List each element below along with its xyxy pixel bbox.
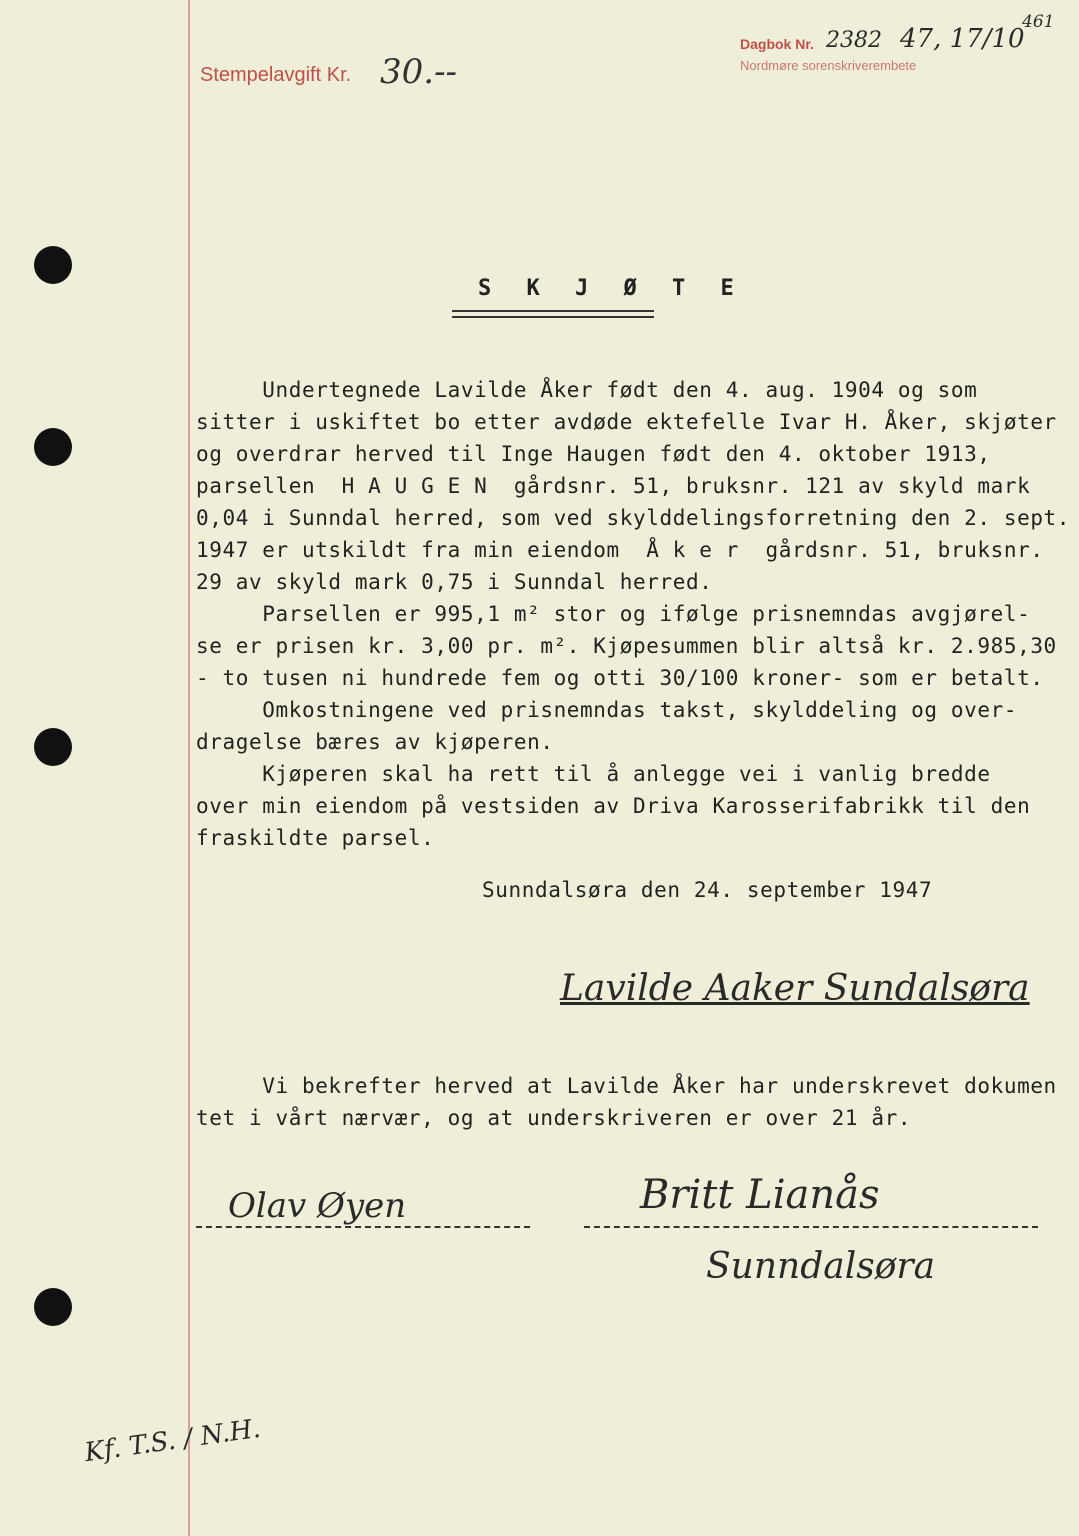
body-line: fraskildte parsel. (196, 826, 435, 850)
journal-label: Dagbok Nr. (740, 36, 814, 52)
office-stamp: Nordmøre sorenskriverembete (740, 58, 917, 73)
body-line: dragelse bæres av kjøperen. (196, 730, 554, 754)
witness-line: tet i vårt nærvær, og at underskriveren er over 21 år. (196, 1106, 912, 1130)
margin-line (188, 0, 190, 1536)
witness-1-line (196, 1226, 530, 1228)
seller-signature: Lavilde Aaker Sundalsøra (560, 968, 1030, 1009)
witness-2-line (584, 1226, 1038, 1228)
punch-hole (34, 428, 72, 466)
body-line: parsellen H A U G E N gårdsnr. 51, bruksnr. 121 av skyld mark (196, 474, 1031, 498)
body-line: Omkostningene ved prisnemndas takst, skylddeling og over- (196, 698, 1018, 722)
witness-2-signature: Britt Lianås (640, 1172, 880, 1218)
body-line: 1947 er utskildt fra min eiendom Å k e r gårdsnr. 51, bruksnr. (196, 538, 1044, 562)
journal-number: 2382 (826, 28, 882, 53)
body-line: 29 av skyld mark 0,75 i Sunndal herred. (196, 570, 713, 594)
title-underline (452, 310, 654, 312)
body-line: 0,04 i Sunndal herred, som ved skylddelingsforretning den 2. sept. (196, 506, 1071, 530)
body-line: Undertegnede Lavilde Åker født den 4. aug. 1904 og som (196, 378, 978, 402)
punch-hole (34, 1288, 72, 1326)
body-line: sitter i uskiftet bo etter avdøde ektefelle Ivar H. Åker, skjøter (196, 410, 1057, 434)
journal-year-date: 47, 17/10 (900, 24, 1025, 54)
body-line: Kjøperen skal ha rett til å anlegge vei i vanlig bredde (196, 762, 991, 786)
body-line: - to tusen ni hundrede fem og otti 30/100 kroner- som er betalt. (196, 666, 1044, 690)
title-underline (452, 316, 654, 318)
witness-2-place: Sunndalsøra (706, 1246, 936, 1287)
body-line: se er prisen kr. 3,00 pr. m². Kjøpesummen blir altså kr. 2.985,30 (196, 634, 1057, 658)
footer-note: Kf. T.S. / N.H. (82, 1413, 263, 1469)
stamp-duty-amount: 30.-- (380, 52, 458, 92)
body-line: Parsellen er 995,1 m² stor og ifølge prisnemndas avgjørel- (196, 602, 1031, 626)
stamp-duty-label: Stempelavgift Kr. (200, 64, 352, 86)
witness-line: Vi bekrefter herved at Lavilde Åker har underskrevet dokumen (196, 1074, 1057, 1098)
witness-1-signature: Olav Øyen (228, 1186, 407, 1226)
punch-hole (34, 246, 72, 284)
place-date: Sunndalsøra den 24. september 1947 (482, 878, 933, 902)
punch-hole (34, 728, 72, 766)
document-title: S K J Ø T E (478, 276, 745, 301)
page-number: 461 (1022, 12, 1055, 32)
body-line: over min eiendom på vestsiden av Driva Karosserifabrikk til den (196, 794, 1031, 818)
body-line: og overdrar herved til Inge Haugen født den 4. oktober 1913, (196, 442, 991, 466)
